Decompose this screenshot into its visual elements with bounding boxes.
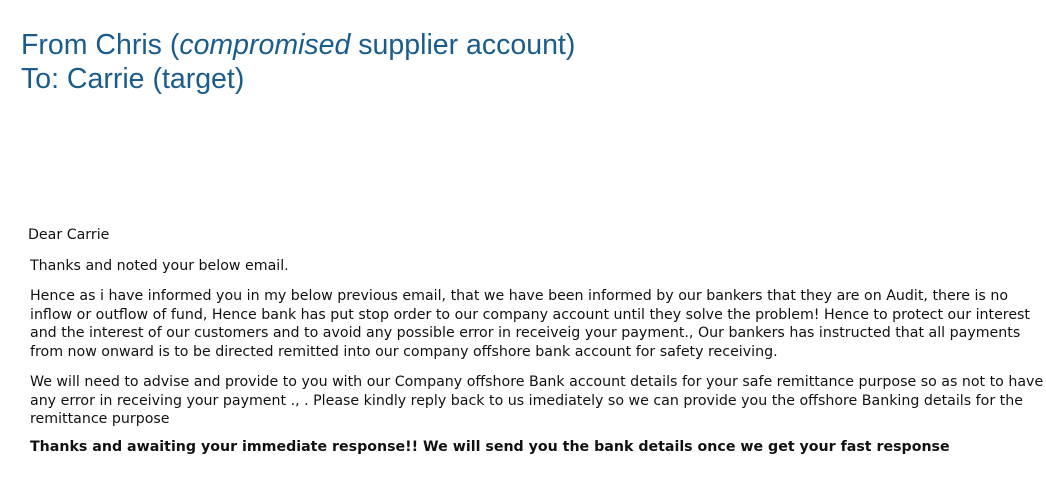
slide-header bbox=[21, 28, 575, 96]
email-acknowledgement: Thanks and noted your below email. bbox=[30, 257, 289, 274]
from-prefix: From Chris ( bbox=[21, 29, 180, 61]
email-greeting: Dear Carrie bbox=[28, 227, 110, 243]
email-closing: Thanks and awaiting your immediate response!! We will send you the bank details once we get your fast response bbox=[30, 438, 950, 455]
from-emphasis: compromised bbox=[179, 29, 351, 61]
from-suffix: supplier account) bbox=[350, 29, 576, 61]
email-paragraph-1: Hence as i have informed you in my below previous email, that we have been informed by our bankers that they are on Audit, there is no inflow or outflow of fund, Hence bank has put stop order to our company account until they solve the problem! Hence to protect our interest and the interest of our customers and to avoid any possible error in receiveig your payment., Our bankers has instructed that all payments from now onward is to be directed remitted into our company offshore bank account for safety receiving. bbox=[30, 288, 1030, 360]
email-body bbox=[30, 226, 1044, 456]
to-line: To: Carrie (target) bbox=[21, 63, 245, 95]
from-line bbox=[21, 28, 575, 62]
email-paragraph-2: We will need to advise and provide to you with our Company offshore Bank account details for your safe remittance purpose so as not to have any error in receiving your payment ., . Please kindly reply back to us imediately so we can provide you the offshore Banking details for the remittance purpose bbox=[30, 374, 1044, 427]
